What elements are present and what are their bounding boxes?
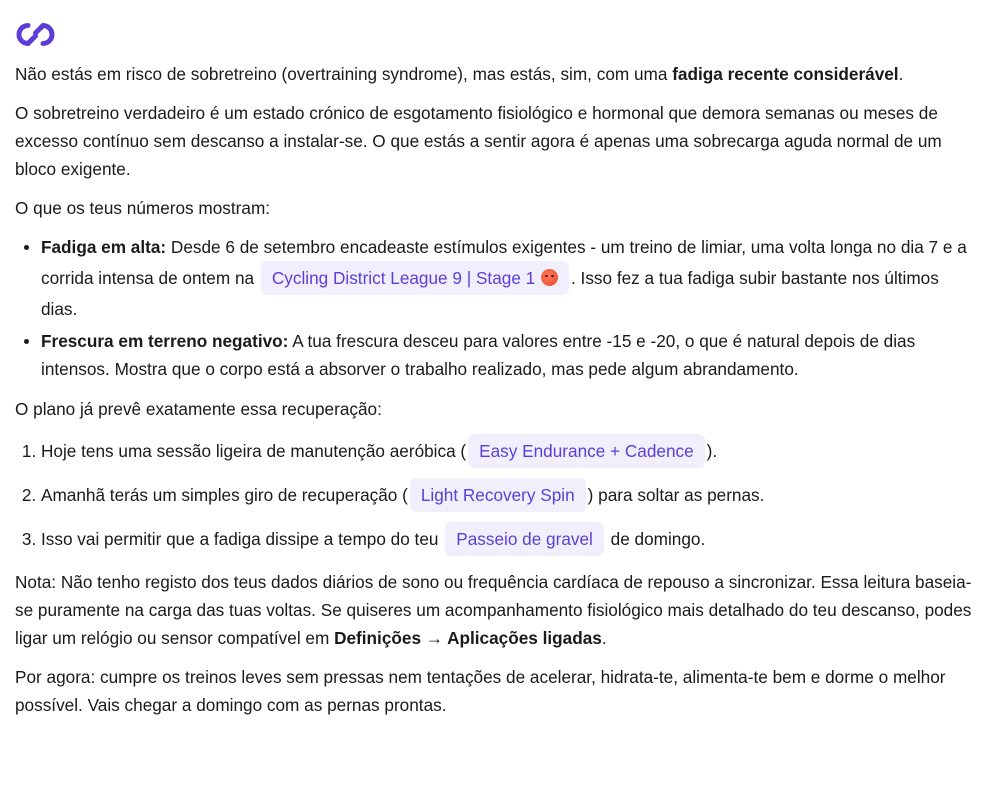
workout-link-chip-endurance[interactable]: Easy Endurance + Cadence — [468, 434, 705, 468]
plan-step-2 — [41, 478, 975, 512]
workout-link-chip-recovery[interactable]: Light Recovery Spin — [410, 478, 586, 512]
fatigue-text-end: . Isso fez a tua fadiga subir bastante nos últimos dias. — [41, 268, 939, 319]
note-text: Nota: Não tenho registo dos teus dados diários de sono ou frequência cardíaca de repouso a sincronizar. Essa leitura baseia-se puramente na carga das tuas voltas. Se quiseres um acompanhamento fisiológico mais detalhado do teu descanso, podes ligar um relógio ou sensor compatível em — [15, 572, 972, 648]
activity-link-chip[interactable] — [261, 261, 569, 295]
plan-step-3 — [41, 522, 975, 556]
closing-paragraph: Por agora: cumpre os treinos leves sem pressas nem tentações de acelerar, hidrata-te, alimenta-te bem e dorme o melhor possível. Vais chegar a domingo com as pernas prontas. — [15, 667, 946, 715]
plan-steps-list — [15, 434, 975, 556]
summary-paragraph — [15, 60, 975, 88]
workout-link-chip-gravel[interactable]: Passeio de gravel — [445, 522, 604, 556]
freshness-text: A tua frescura desceu para valores entre -15 e -20, o que é natural depois de dias intensos. Mostra que o corpo está a absorver o trabalho realizado, mas pede algum abrandamento. — [41, 331, 916, 379]
fatigue-text: Desde 6 de setembro encadeaste estímulos exigentes - um treino de limiar, uma volta longa no dia 7 e a corrida intensa de ontem na — [41, 237, 967, 288]
step-2-text: Amanhã terás um simples giro de recuperação ( — [41, 485, 408, 505]
summary-end: . — [898, 64, 904, 84]
activity-link-label: Cycling District League 9 | Stage 1 — [271, 268, 536, 288]
summary-emphasis: fadiga recente considerável — [672, 64, 899, 84]
list-item-fatigue — [41, 233, 975, 323]
numbers-intro: O que os teus números mostram: — [15, 198, 271, 218]
settings-path-emphasis: Definições → Aplicações ligadas — [334, 628, 602, 648]
step-2-end: ) para soltar as pernas. — [587, 485, 765, 505]
step-3-end: de domingo. — [605, 529, 706, 549]
freshness-label: Frescura em terreno negativo: — [41, 331, 289, 351]
note-end: . — [601, 628, 607, 648]
metrics-list — [15, 233, 975, 383]
summary-text: Não estás em risco de sobretreino (overtraining syndrome), mas estás, sim, com uma — [15, 64, 673, 84]
infinity-link-logo-icon — [15, 21, 56, 48]
fatigue-label: Fadiga em alta: — [41, 237, 167, 257]
step-1-end: ). — [706, 441, 718, 461]
overtraining-explanation: O sobretreino verdadeiro é um estado crónico de esgotamento fisiológico e hormonal que demora semanas ou meses de excesso contínuo sem descanso a instalar-se. O que estás a sentir agora é apenas uma sobrecarga aguda normal de um bloco exigente. — [15, 103, 942, 179]
assistant-response — [15, 60, 975, 730]
step-3-text: Isso vai permitir que a fadiga dissipe a tempo do teu — [41, 529, 444, 549]
plan-step-1 — [41, 434, 975, 468]
list-item-freshness — [41, 327, 975, 383]
plan-intro: O plano já prevê exatamente essa recuperação: — [15, 399, 382, 419]
hot-face-emoji-icon — [541, 269, 558, 286]
note-paragraph — [15, 568, 975, 652]
step-1-text: Hoje tens uma sessão ligeira de manutenção aeróbica ( — [41, 441, 467, 461]
